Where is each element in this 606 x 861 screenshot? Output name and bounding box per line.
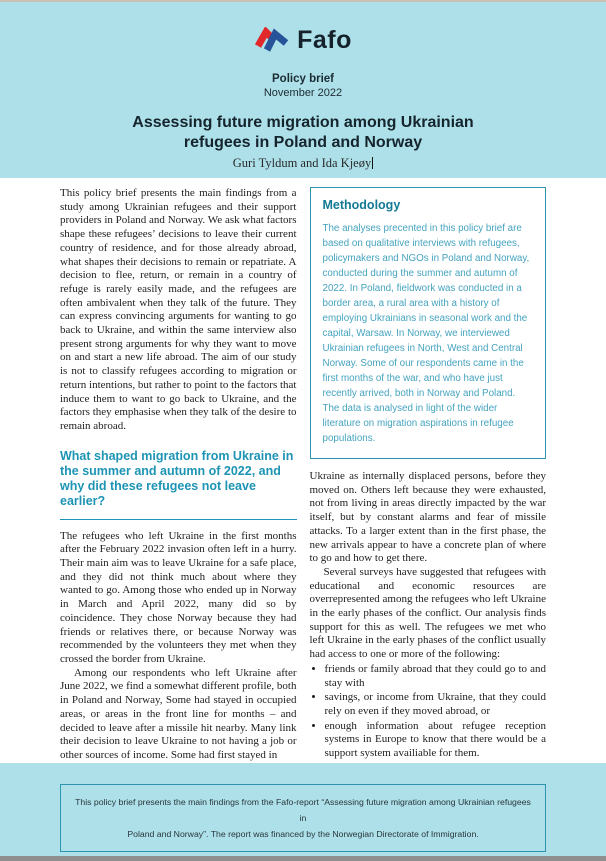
footer-note-line-2: Poland and Norway”. The report was financed by the Norwegian Directorate of Immigration. — [127, 828, 479, 839]
two-column-layout — [60, 187, 546, 763]
surveys-paragraph: Several surveys have suggested that refugees with educational and economic resources are overrepresented among the refugees who left Ukraine in the early phases of the conflict. Our analysis finds support for this as well. The refugees we met who left Ukraine in the early phases of the conflict usually had access to one or more of the following: — [309, 565, 546, 661]
continuation-paragraph: Ukraine as internally displaced persons, before they moved on. Others left because they were exhausted, not from living in areas directly impacted by the war itself, but by constant alarms and fear of missile attacks. To a larger extent than in the first phase, the new arrivals appear to have a concrete plan of where to go and how to get there. — [309, 470, 546, 565]
fafo-logo-icon — [254, 27, 290, 55]
brief-kicker: Policy brief — [272, 72, 334, 85]
methodology-title: Methodology — [322, 198, 401, 212]
title-line-1: Assessing future migration among Ukrainian — [132, 113, 474, 131]
section-heading: What shaped migration from Ukraine in the summer and autumn of 2022, and why did these refugees not leave earlier? — [60, 449, 297, 520]
footer-note-box — [60, 784, 546, 852]
brief-header — [0, 2, 606, 178]
access-bullet-list — [310, 663, 547, 761]
fafo-logo-text: Fafo — [297, 26, 352, 54]
bullet-item: • friends or family abroad that they could go to and stay with — [325, 663, 547, 690]
left-column — [60, 187, 297, 763]
brief-title — [0, 113, 606, 154]
title-line-2: refugees in Poland and Norway — [183, 133, 423, 151]
window-bottom-edge — [0, 856, 606, 861]
intro-paragraph: This policy brief presents the main findings from a study among Ukrainian refugees and their support providers in Poland and Norway. We ask what factors shape these refugees’ decisions to leave their current country of residence, and for those already abroad, what shapes their decisions to remain or repatriate. A decision to flee, return, or remain in a country of refuge is rarely easily made, and the refugees are often ambivalent when they talk of the future. They can express convincing arguments for wanting to go back to Ukraine, and within the same interview also present strong arguments for why they want to move on and start a new life abroad. The aim of our study is not to classify refugees according to migration or return intentions, but rather to point to the factors that induce them to want to go back to Ukraine, and the factors they emphasise when they talk of the desire to remain abroad. — [60, 187, 297, 432]
authors-line[interactable] — [0, 156, 606, 171]
text-cursor — [372, 157, 373, 169]
fafo-logo — [254, 26, 352, 55]
footer-note-line-1: This policy brief presents the main findings from the Fafo-report “Assessing future migration among Ukrainian refugees in — [75, 796, 531, 823]
bullet-item: • enough information about refugee reception systems in Europe to know that there would be a support system availiable for them. — [325, 720, 547, 761]
bullet-item: • savings, or income from Ukraine, that they could rely on even if they moved abroad, or — [325, 691, 547, 718]
section-paragraph-2: Among our respondents who left Ukraine after June 2022, we find a somewhat different profile, both in Poland and Norway, Some had stayed in occupied areas, or areas in the front line for months – and decided to leave after a missile hit nearby. Many link their decision to leave Ukraine to not having a job or other sources of income. Some had first stayed in — [60, 666, 297, 761]
document-body — [0, 178, 606, 763]
footer-area — [0, 763, 606, 856]
authors-names: Guri Tyldum and Ida Kjeøy — [232, 156, 372, 171]
methodology-box — [310, 187, 547, 459]
section-paragraph-1: The refugees who left Ukraine in the first months after the February 2022 invasion often left in a hurry. Their main aim was to leave Ukraine for a safe place, and they did not think much about where they wanted to go. Among those who ended up in Norway in March and April 2022, many did so by coincidence. They chose Norway because they had friends or relatives there, or because Norway was recommended by the volunteers they met when they crossed the border from Ukraine. — [60, 529, 297, 665]
methodology-body: The analyses precented in this policy brief are based on qualitative interviews with refugees, policymakers and NGOs in Poland and Norway, conducted during the summer and autumn of 2022. In Poland, fieldwork was conducted in a border area, a rural area with a history of employing Ukrainians in seasonal work and the capital, Warsaw. In Norway, we interviewed Ukrainian refugees in North, West and Central Norway. Some of our respondents came in the first months of the war, and who have just recently arrived, both in Norway and Poland. The data is analysed in light of the wider literature on migration aspirations in refugee populations. — [322, 223, 530, 444]
brief-date: November 2022 — [263, 86, 343, 99]
right-column — [310, 187, 547, 763]
